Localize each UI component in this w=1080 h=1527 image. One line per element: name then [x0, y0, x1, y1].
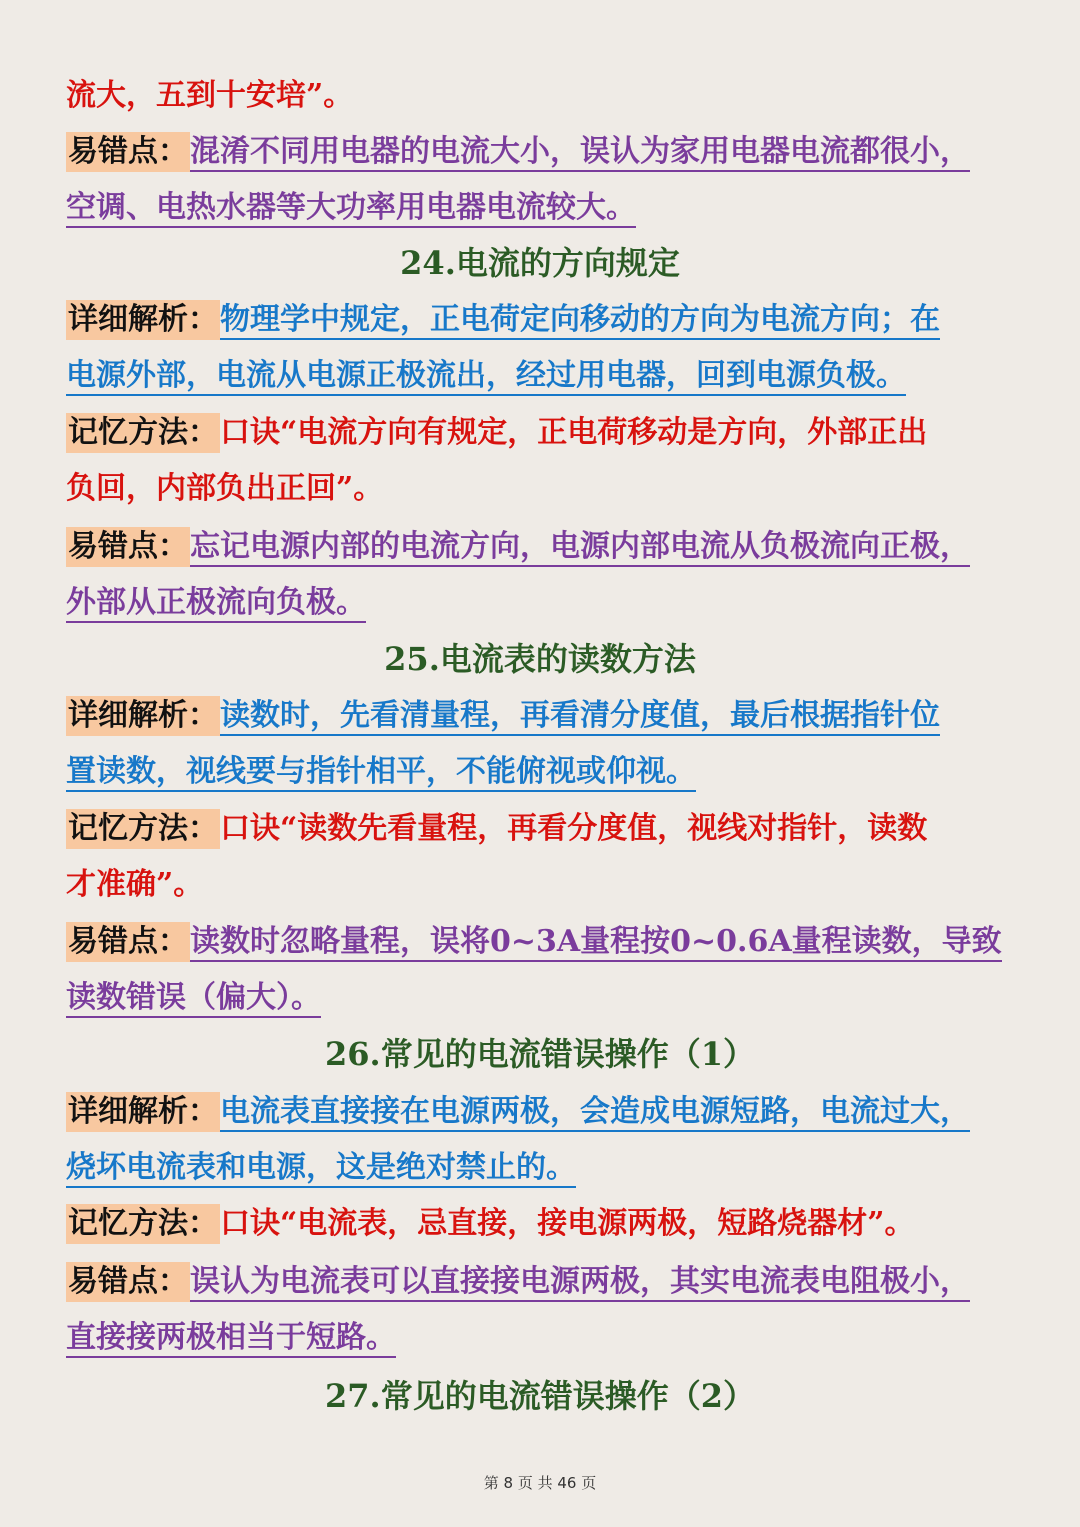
- mistake-row-cont: [66, 978, 321, 1018]
- analysis-row: [66, 300, 940, 340]
- mistake-text: 外部从正极流向负极。: [66, 585, 366, 623]
- mistake-text: 混淆不同用电器的电流大小，误认为家用电器电流都很小，: [190, 134, 970, 172]
- mistake-text: 空调、电热水器等大功率用电器电流较大。: [66, 190, 636, 228]
- memory-text: 口诀“电流方向有规定，正电荷移动是方向，外部正出: [220, 415, 928, 450]
- section-title: 24.电流的方向规定: [400, 244, 680, 282]
- memory-row: [66, 809, 927, 849]
- memory-text: 才准确”。: [66, 867, 204, 902]
- memory-text: 口诀“读数先看量程，再看分度值，视线对指针，读数: [220, 811, 928, 846]
- page-number: 第 8 页 共 46 页: [483, 1474, 597, 1492]
- mistake-text: 读数错误（偏大）。: [66, 980, 321, 1018]
- memory-label: 记忆方法：: [66, 1204, 220, 1244]
- mistake-text: 忘记电源内部的电流方向，电源内部电流从负极流向正极，: [190, 529, 970, 567]
- mistake-label: 易错点：: [66, 527, 190, 567]
- memory-row: [66, 413, 927, 453]
- analysis-text: 电流表直接接在电源两极，会造成电源短路，电流过大，: [220, 1094, 970, 1132]
- mistake-row: [66, 1262, 970, 1302]
- analysis-row-cont: [66, 356, 906, 396]
- analysis-text: 物理学中规定，正电荷定向移动的方向为电流方向；在: [220, 302, 940, 340]
- mistake-label: 易错点：: [66, 132, 190, 172]
- analysis-label: 详细解析：: [66, 1092, 220, 1132]
- mistake-row-cont: [66, 583, 366, 623]
- mistake-row-cont: [66, 1318, 396, 1358]
- mistake-label: 易错点：: [66, 1262, 190, 1302]
- mistake-text: 直接接两极相当于短路。: [66, 1320, 396, 1358]
- analysis-row-cont: [66, 752, 696, 792]
- mistake-label: 易错点：: [66, 922, 190, 962]
- memory-row: [66, 1204, 915, 1244]
- section-title: 25.电流表的读数方法: [384, 640, 696, 678]
- analysis-row: [66, 696, 940, 736]
- memory-tail-text: 流大，五到十安培”。: [66, 78, 354, 113]
- section-title: 27.常见的电流错误操作（2）: [325, 1377, 755, 1415]
- memory-label: 记忆方法：: [66, 809, 220, 849]
- memory-label: 记忆方法：: [66, 413, 220, 453]
- analysis-label: 详细解析：: [66, 300, 220, 340]
- memory-tail-line: [66, 76, 353, 116]
- mistake-row: [66, 527, 970, 567]
- analysis-text: 置读数，视线要与指针相平，不能俯视或仰视。: [66, 754, 696, 792]
- section-title: 26.常见的电流错误操作（1）: [325, 1035, 755, 1073]
- analysis-label: 详细解析：: [66, 696, 220, 736]
- memory-row-cont: [66, 469, 383, 509]
- memory-text: 负回，内部负出正回”。: [66, 471, 384, 506]
- analysis-text: 电源外部，电流从电源正极流出，经过用电器，回到电源负极。: [66, 358, 906, 396]
- mistake-row: [66, 132, 970, 172]
- mistake-row: [66, 922, 1002, 962]
- mistake-text: 读数时忽略量程，误将0~3A量程按0~0.6A量程读数，导致: [190, 924, 1002, 962]
- analysis-text: 读数时，先看清量程，再看清分度值，最后根据指针位: [220, 698, 940, 736]
- analysis-text: 烧坏电流表和电源，这是绝对禁止的。: [66, 1150, 576, 1188]
- mistake-row-cont: [66, 188, 636, 228]
- analysis-row: [66, 1092, 970, 1132]
- mistake-text: 误认为电流表可以直接接电源两极，其实电流表电阻极小，: [190, 1264, 970, 1302]
- analysis-row-cont: [66, 1148, 576, 1188]
- memory-row-cont: [66, 865, 203, 905]
- memory-text: 口诀“电流表，忌直接，接电源两极，短路烧器材”。: [220, 1206, 915, 1241]
